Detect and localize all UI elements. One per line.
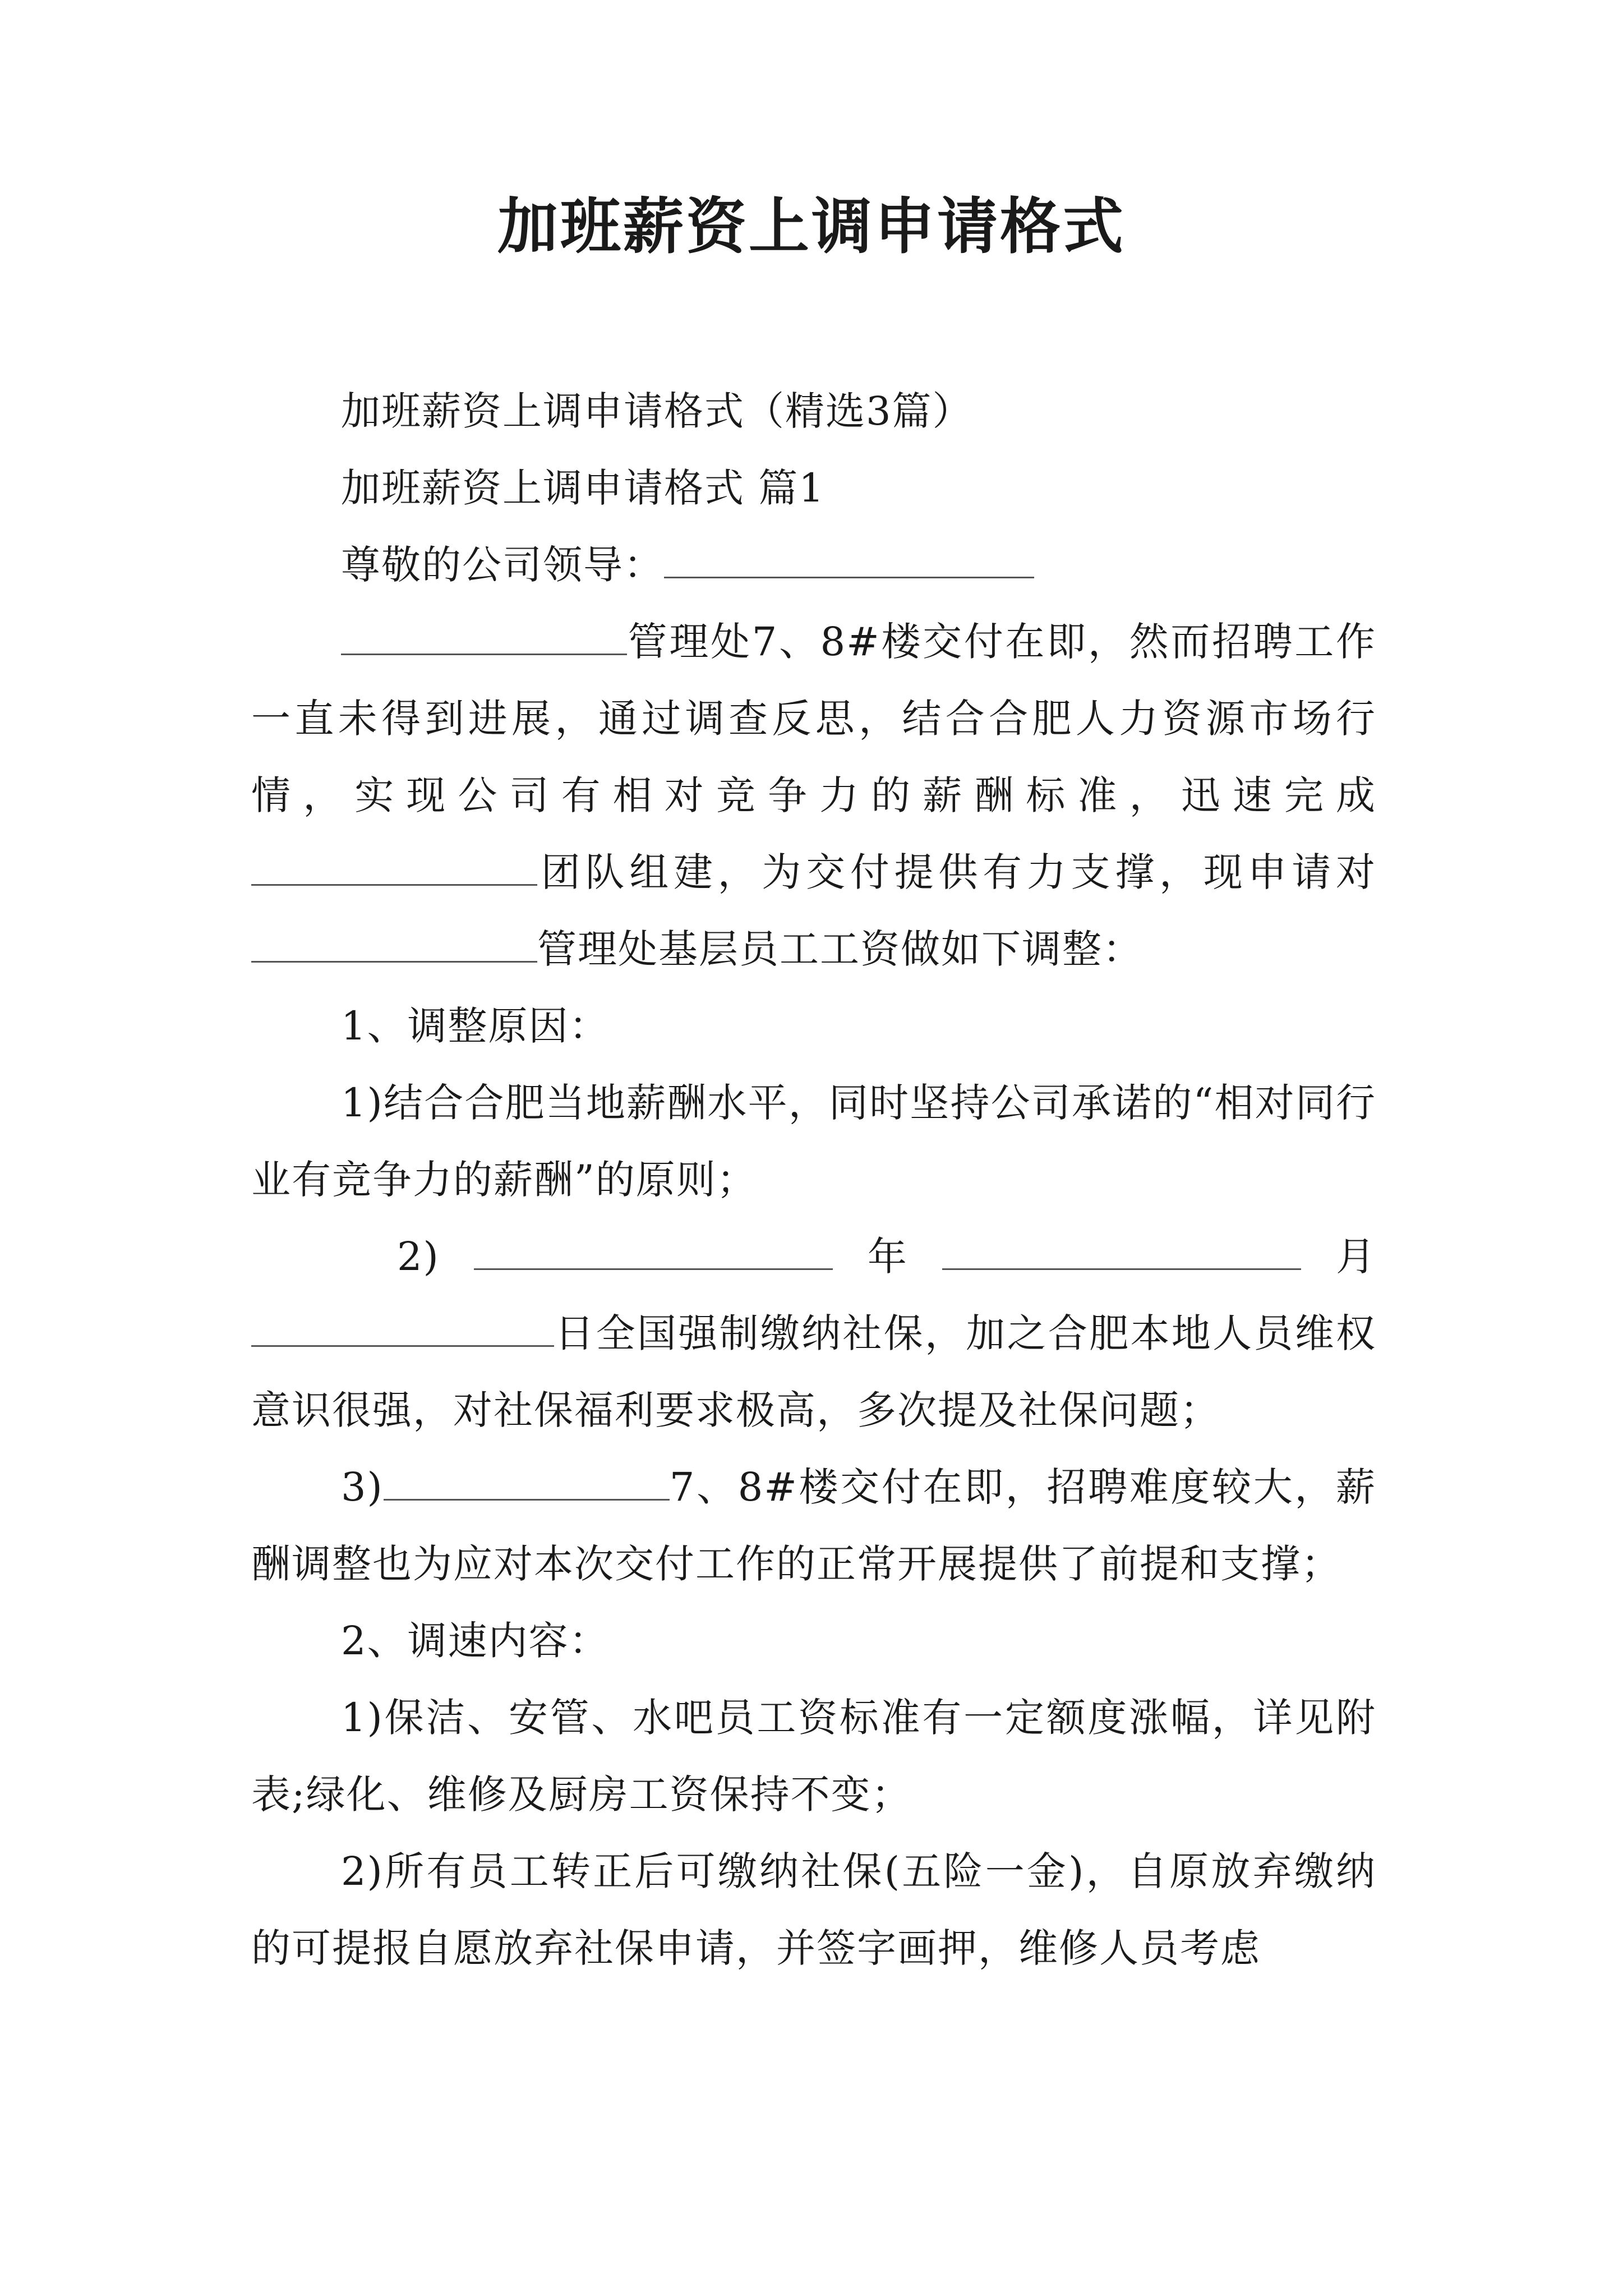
reason-3-prefix: 3) xyxy=(341,1464,384,1510)
reason-3 xyxy=(251,1449,1376,1603)
reason-1: 1)结合合肥当地薪酬水平，同时坚持公司承诺的“相对同行业有竞争力的薪酬”的原则； xyxy=(251,1080,1376,1203)
reason-2-prefix: 2) xyxy=(397,1234,440,1280)
reason-2-month: 月 xyxy=(1335,1234,1376,1280)
intro-part3: 管理处基层员工工资做如下调整： xyxy=(537,926,1143,972)
blank-office-name-2 xyxy=(251,926,537,963)
blank-team-name xyxy=(251,849,537,886)
content-1: 1)保洁、安管、水吧员工资标准有一定额度涨幅，详见附表;绿化、维修及厨房工资保持不变； xyxy=(251,1695,1376,1818)
document-body xyxy=(251,373,1376,1987)
reason-2-continued xyxy=(251,1295,1376,1449)
blank-recipient xyxy=(664,542,1034,578)
subtitle: 加班薪资上调申请格式（精选3篇） xyxy=(341,388,973,434)
reason-2-date-line xyxy=(251,1218,1376,1295)
intro-part2: 团队组建，为交付提供有力支撑，现申请对 xyxy=(537,849,1376,895)
reason-3-rest: 7、8#楼交付在即，招聘难度较大，薪酬调整也为应对本次交付工作的正常开展提供了前提和支撑； xyxy=(251,1464,1376,1587)
blank-day xyxy=(251,1310,554,1347)
intro-part1: 管理处7、8#楼交付在即，然而招聘工作一直未得到进展，通过调查反思，结合合肥人力资源市场行情，实现公司有相对竞争力的薪酬标准，迅速完成 xyxy=(251,619,1376,818)
content-2: 2)所有员工转正后可缴纳社保(五险一金)，自原放弃缴纳的可提报自愿放弃社保申请，并签字画押，维修人员考虑 xyxy=(251,1848,1376,1971)
content-heading: 2、调速内容： xyxy=(341,1618,610,1664)
reason-2-rest: 日全国强制缴纳社保，加之合肥本地人员维权意识很强，对社保福利要求极高，多次提及社保问题； xyxy=(251,1310,1376,1433)
blank-year xyxy=(474,1234,833,1270)
reason-heading: 1、调整原因： xyxy=(341,1003,610,1049)
blank-project-name xyxy=(384,1464,670,1501)
salutation-line xyxy=(251,527,1376,604)
intro-paragraph xyxy=(251,604,1376,988)
blank-office-name xyxy=(341,619,627,655)
document-title: 加班薪资上调申请格式 xyxy=(497,191,1126,262)
section-heading: 加班薪资上调申请格式 篇1 xyxy=(341,465,825,511)
blank-month xyxy=(942,1234,1301,1270)
salutation: 尊敬的公司领导： xyxy=(341,542,664,588)
reason-2-year: 年 xyxy=(867,1234,908,1280)
